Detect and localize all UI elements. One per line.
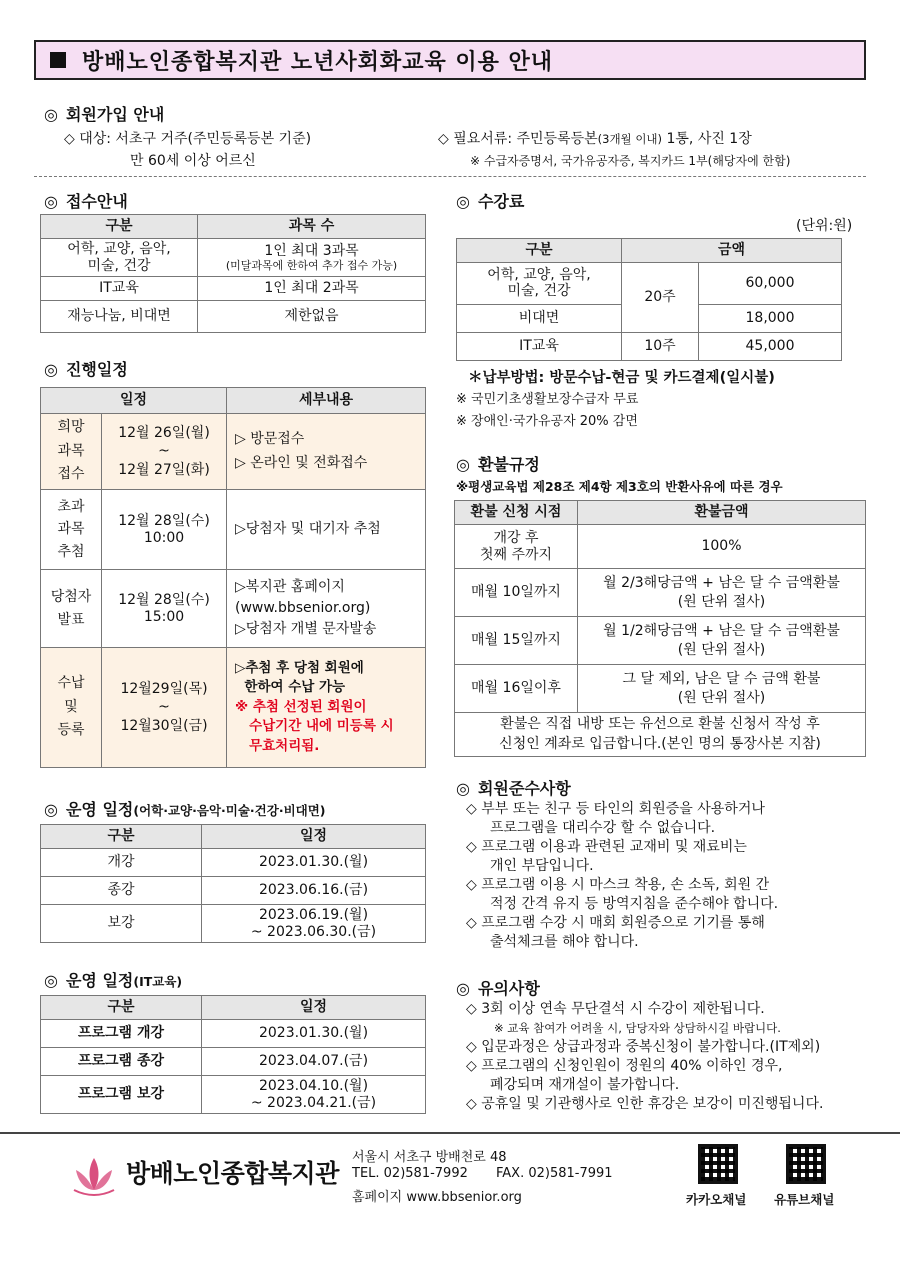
table-row [457,263,842,305]
ops2-table [40,995,426,1114]
table-cell: 프로그램 개강 [41,1020,202,1048]
schedule-label: 초과 과목 추첨 [41,490,102,570]
table-cell: 2023.04.07.(금) [202,1048,426,1076]
diamond-icon: ◇ [466,1096,482,1112]
schedule-date: 12월29일(목) ~ 12월30일(금) [102,648,227,768]
table-cell: 비대면 [457,305,622,333]
table-cell: 60,000 [699,263,842,305]
table-header: 구분 [41,215,198,239]
table-cell: 45,000 [699,333,842,361]
list-item-cont: 적정 간격 유지 등 방역지침을 준수해야 합니다. [490,896,779,912]
footer-org-name: 방배노인종합복지관 [126,1159,339,1188]
fee-unit: (단위:원) [796,218,853,234]
table-row [41,414,426,490]
list-item: ◇ 프로그램 수강 시 매회 회원증으로 기기를 통해 [466,915,765,931]
youtube-qr-code[interactable] [786,1144,826,1184]
table-header: 금액 [622,239,842,263]
refund-heading: ◎ 환불규정 [456,455,540,474]
table-cell: 100% [578,525,866,569]
table-cell: 개강 후 첫째 주까지 [455,525,578,569]
double-circle-icon: ◎ [44,360,58,379]
table-row [41,1020,426,1048]
table-cell: 보강 [41,905,202,943]
table-cell: IT교육 [41,277,198,301]
schedule-label: 수납 및 등록 [41,648,102,768]
reception-heading: ◎ 접수안내 [44,192,128,211]
fee-table [456,238,842,361]
rules-heading: ◎ 회원준수사항 [456,779,571,798]
table-cell: 2023.04.10.(월) ~ 2023.04.21.(금) [202,1076,426,1114]
membership-docs: ◇ 필요서류: 주민등록등본(3개월 이내) 1통, 사진 1장 [438,131,752,147]
kakao-qr-code[interactable] [698,1144,738,1184]
table-row [455,525,866,569]
table-cell: 월 2/3해당금액 + 남은 달 수 금액환불 (원 단위 절사) [578,569,866,617]
footer-divider [0,1132,900,1134]
schedule-label: 당첨자 발표 [41,570,102,648]
section-divider [34,176,866,177]
schedule-detail: ▷추첨 후 당첨 회원에 한하여 수납 가능 ※ 추첨 선정된 회원이 수납기간 내에 미등록 시 무효처리됨. [227,648,426,768]
double-circle-icon: ◎ [456,979,470,998]
table-cell: 1인 최대 3과목 (미달과목에 한하여 추가 접수 가능) [198,239,426,277]
table-row [41,1076,426,1114]
table-header: 환불 신청 시점 [455,501,578,525]
list-item-cont: 개인 부담입니다. [490,858,594,874]
table-row [41,277,426,301]
table-cell: 10주 [622,333,699,361]
table-row [41,905,426,943]
diamond-icon: ◇ [64,131,80,147]
schedule-label: 희망 과목 접수 [41,414,102,490]
table-cell: 18,000 [699,305,842,333]
table-row [41,301,426,333]
table-cell: 어학, 교양, 음악, 미술, 건강 [41,239,198,277]
table-cell: 매월 10일까지 [455,569,578,617]
table-cell: 20주 [622,263,699,333]
table-row [455,617,866,665]
table-cell: 2023.06.16.(금) [202,877,426,905]
ops2-heading: ◎ 운영 일정(IT교육) [44,971,183,990]
table-header: 과목 수 [198,215,426,239]
table-row [41,849,426,877]
table-cell: 프로그램 보강 [41,1076,202,1114]
fee-note: ※ 장애인·국가유공자 20% 감면 [456,414,638,429]
schedule-table [40,387,426,768]
ops1-table [40,824,426,943]
membership-target: ◇ 대상: 서초구 거주(주민등록등본 기준) [64,131,312,147]
kakao-channel-label: 카카오채널 [686,1192,747,1207]
list-item-cont: 출석체크를 해야 합니다. [490,934,639,950]
table-row [455,665,866,713]
table-cell: 종강 [41,877,202,905]
double-circle-icon: ◎ [44,800,58,819]
table-header: 일정 [202,825,426,849]
table-cell: 어학, 교양, 음악, 미술, 건강 [457,263,622,305]
page-title: 방배노인종합복지관 노년사회화교육 이용 안내 [82,49,554,75]
diamond-icon: ◇ [466,1058,482,1074]
table-row [41,570,426,648]
table-cell: 2023.01.30.(월) [202,849,426,877]
table-row [41,1048,426,1076]
table-header: 일정 [41,388,227,414]
reception-table [40,214,426,333]
table-cell: 개강 [41,849,202,877]
double-circle-icon: ◎ [44,192,58,211]
refund-sub: ※평생교육법 제28조 제4항 제3호의 반환사유에 따른 경우 [456,479,783,494]
list-item: ◇ 입문과정은 상급과정과 중복신청이 불가합니다.(IT제외) [466,1039,821,1055]
table-cell: 재능나눔, 비대면 [41,301,198,333]
table-header: 구분 [41,825,202,849]
table-cell: 월 1/2해당금액 + 남은 달 수 금액환불 (원 단위 절사) [578,617,866,665]
table-cell: 그 달 제외, 남은 달 수 금액 환불 (원 단위 절사) [578,665,866,713]
square-bullet-icon [50,52,66,68]
diamond-icon: ◇ [466,877,482,893]
schedule-detail: ▷당첨자 및 대기자 추첨 [227,490,426,570]
list-item: ◇ 3회 이상 연속 무단결석 시 수강이 제한됩니다. [466,1001,765,1017]
table-header: 세부내용 [227,388,426,414]
refund-table [454,500,866,757]
table-cell: 2023.06.19.(월) ~ 2023.06.30.(금) [202,905,426,943]
footer-homepage[interactable]: 홈페이지 www.bbsenior.org [352,1190,522,1205]
footer-tel: TEL. 02)581-7992 [352,1166,468,1181]
schedule-detail: ▷복지관 홈페이지 (www.bbsenior.org) ▷당첨자 개별 문자발송 [227,570,426,648]
table-header: 일정 [202,996,426,1020]
youtube-channel-label: 유튜브채널 [774,1192,835,1207]
double-circle-icon: ◎ [44,971,58,990]
list-item: ◇ 프로그램 이용 시 마스크 착용, 손 소독, 회원 간 [466,877,770,893]
membership-heading: ◎ 회원가입 안내 [44,105,165,124]
list-item-cont: 폐강되며 재개설이 불가합니다. [490,1077,680,1093]
table-cell: 제한없음 [198,301,426,333]
table-row [455,713,866,757]
ops1-heading: ◎ 운영 일정(어학·교양·음악·미술·건강·비대면) [44,800,326,819]
double-circle-icon: ◎ [456,779,470,798]
footer-address: 서울시 서초구 방배천로 48 [352,1150,507,1165]
table-row [41,239,426,277]
table-cell: IT교육 [457,333,622,361]
table-cell: 프로그램 종강 [41,1048,202,1076]
diamond-icon: ◇ [466,801,482,817]
double-circle-icon: ◎ [456,455,470,474]
footer-fax: FAX. 02)581-7991 [496,1166,613,1181]
table-row [457,333,842,361]
double-circle-icon: ◎ [44,105,58,124]
schedule-date: 12월 26일(월) ~ 12월 27일(화) [102,414,227,490]
lotus-logo-icon [68,1150,120,1202]
list-item-note: ※ 교육 참여가 어려울 시, 담당자와 상담하시길 바랍니다. [494,1021,781,1035]
fee-heading: ◎ 수강료 [456,192,525,211]
list-item-cont: 프로그램을 대리수강 할 수 없습니다. [490,820,716,836]
diamond-icon: ◇ [466,1001,482,1017]
diamond-icon: ◇ [438,131,454,147]
list-item: ◇ 공휴일 및 기관행사로 인한 휴강은 보강이 미진행됩니다. [466,1096,824,1112]
table-row [41,490,426,570]
table-cell: 매월 16일이후 [455,665,578,713]
schedule-heading: ◎ 진행일정 [44,360,128,379]
schedule-detail: ▷ 방문접수 ▷ 온라인 및 전화접수 [227,414,426,490]
schedule-date: 12월 28일(수) 15:00 [102,570,227,648]
table-row [455,569,866,617]
list-item: ◇ 프로그램 이용과 관련된 교재비 및 재료비는 [466,839,747,855]
page-title-box [34,40,866,80]
diamond-icon: ◇ [466,915,482,931]
table-cell: 매월 15일까지 [455,617,578,665]
double-circle-icon: ◎ [456,192,470,211]
list-item: ◇ 프로그램의 신청인원이 정원의 40% 이하인 경우, [466,1058,783,1074]
table-header: 환불금액 [578,501,866,525]
table-cell: 1인 최대 2과목 [198,277,426,301]
table-cell: 2023.01.30.(월) [202,1020,426,1048]
notice-list [466,1000,823,1114]
rules-list [466,800,778,952]
diamond-icon: ◇ [466,839,482,855]
table-header: 구분 [41,996,202,1020]
table-row [41,877,426,905]
membership-docs-note: ※ 수급자증명서, 국가유공자증, 복지카드 1부(해당자에 한함) [470,154,791,168]
membership-target-line2: 만 60세 이상 어르신 [130,153,256,169]
notice-heading: ◎ 유의사항 [456,979,540,998]
table-row [41,648,426,768]
fee-payment: ＊납부방법: 방문수납-현금 및 카드결제(일시불) [468,370,775,386]
table-header: 구분 [457,239,622,263]
fee-note: ※ 국민기초생활보장수급자 무료 [456,392,639,407]
list-item: ◇ 부부 또는 친구 등 타인의 회원증을 사용하거나 [466,801,765,817]
schedule-date: 12월 28일(수) 10:00 [102,490,227,570]
refund-note: 환불은 직접 내방 또는 유선으로 환불 신청서 작성 후 신청인 계좌로 입금합니다.(본인 명의 통장사본 지참) [455,713,866,757]
diamond-icon: ◇ [466,1039,482,1055]
